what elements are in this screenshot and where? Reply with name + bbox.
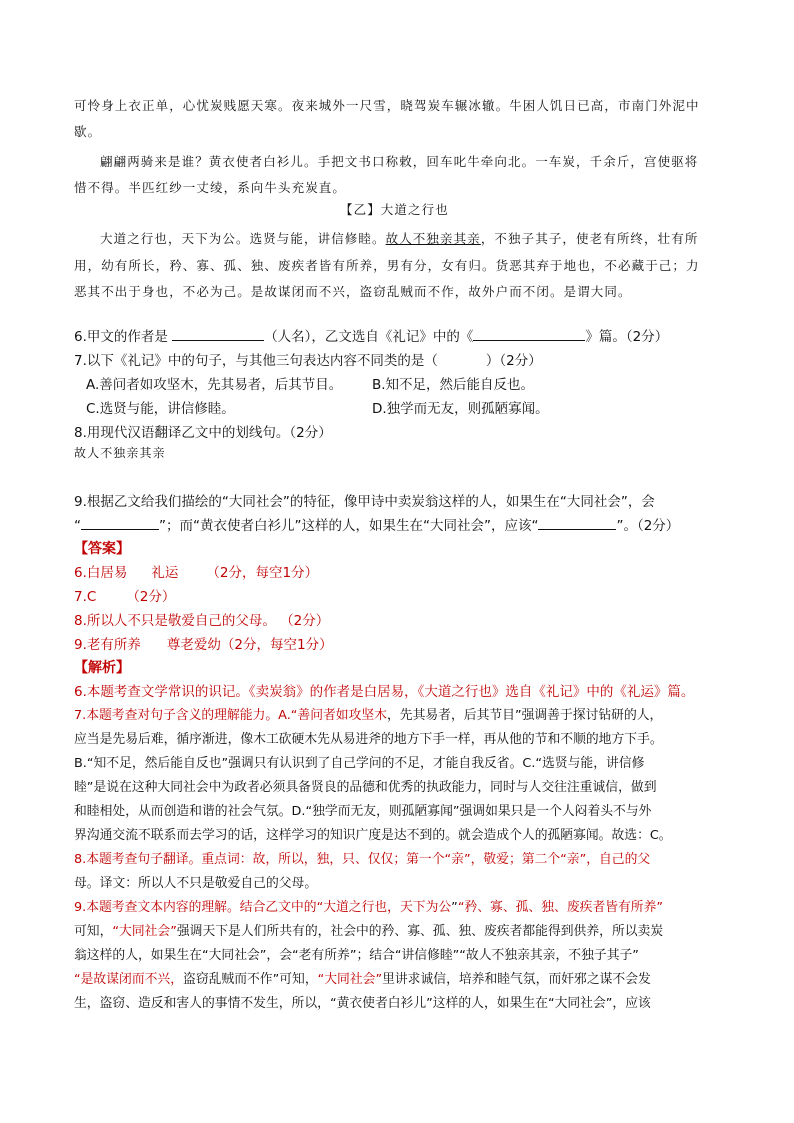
question-8: 8.用现代汉语翻译乙文中的划线句。（2分）	[74, 425, 332, 441]
q8-sentence: 故人不独亲其亲	[74, 446, 166, 460]
analysis-quote: “善问者如攻坚木	[290, 708, 387, 723]
q7-text: 7.以下《礼记》中的句子，与其他三句表达内容不同类的是（	[74, 353, 438, 369]
q6-text: 》篇。（2分）	[585, 329, 669, 345]
poem-line: 惜不得。半匹红纱一丈绫，系向牛头充炭直。	[74, 180, 347, 195]
answer-text: （2分，每空1分）	[206, 565, 319, 581]
analysis-quote: “大道之行也，天下为公	[316, 900, 452, 915]
analysis-text: 7.本题考查对句子含义的理解能力。A.	[74, 708, 291, 723]
option-a: A.善问者如攻坚木，先其易者，后其节目。	[86, 377, 343, 393]
answer-blank	[172, 328, 264, 341]
analysis-text: 里讲求诚信，培养和睦气氛，而奸邪之谋不会发	[382, 972, 651, 987]
answer-text: （2分）	[126, 589, 176, 605]
q9-text: “	[74, 518, 81, 534]
answer-text: 7.C	[74, 589, 97, 605]
answer-text: 6.白居易	[74, 565, 128, 581]
answer-8: 8.所以人不只是敬爱自己的父母。 （2分）	[74, 613, 330, 629]
answer-heading: 【答案】	[74, 541, 130, 557]
q7-text: ）（2分）	[485, 353, 542, 369]
q6-text: （人名），乙文选自《礼记》中的《	[264, 329, 474, 345]
underlined-sentence: 故人不独亲其亲	[385, 231, 481, 246]
analysis-quote: “矜、寡、孤、独、废疾者皆有所养”	[457, 900, 664, 915]
analysis-7-line: B.“知不足，然后能自反也”强调只有认识到了自己学问的不足，才能自我反省。C.“选贤与能，讲信修	[74, 756, 645, 771]
analysis-9-line: 生，盗窃、造反和害人的事情不发生，所以，“黄衣使者白衫儿”这样的人，如果生在“大同社会”，应该	[74, 996, 651, 1011]
analysis-7-line: 界沟通交流不联系而去学习的话，这样学习的知识广度是达不到的。就会造成个人的孤陋寡闻。故选：C。	[74, 828, 672, 843]
question-6	[74, 325, 668, 345]
analysis-9-line	[74, 920, 663, 939]
analysis-text: 8.本题考查句子翻译。重点词：故，所以，独，只、仅仅；第一个“亲”，敬爱；第二个“亲”，自己的父	[74, 852, 651, 867]
answer-blank	[81, 517, 159, 530]
analysis-quote: “是故谋闭而不兴，	[74, 972, 184, 987]
answer-7	[74, 585, 175, 605]
analysis-text: 强调天下是人们所共有的，社会中的矜、寡、孤、独、废疾者都能得到供养，所以卖炭	[176, 924, 664, 939]
analysis-7-line: 睦”是说在这种大同社会中为政者必须具备贤良的品德和优秀的执政能力，同时与人交往注重诚信，做到	[74, 780, 657, 795]
question-7	[74, 349, 542, 369]
answer-blank	[538, 517, 616, 530]
poem-line: 翩翩两骑来是谁？黄衣使者白衫儿。手把文书口称敕，回车叱牛牵向北。一车炭，千余斤，宫使驱将	[100, 154, 699, 169]
analysis-9-line	[74, 968, 651, 987]
yi-line: 用，幼有所长，矜、寡、孤、独、废疾者皆有所养，男有分，女有归。货恶其弃于地也，不必藏于己；力	[74, 258, 700, 273]
analysis-quote: “大同社会”	[317, 972, 383, 987]
analysis-7-line: 应当是先易后难，循序渐进，像木工砍硬木先从易进斧的地方下手一样，再从他的节和不顺的地方下手。	[74, 732, 663, 747]
analysis-9-line: 翁这样的人，如果生在“大同社会”，会“老有所养”；结合“讲信修睦”“故人不独亲其亲，不独子其子”	[74, 948, 639, 963]
q9-text: ”；而“黄衣使者白衫儿”这样的人，如果生在“大同社会”，应该“	[159, 518, 539, 534]
yi-line	[100, 229, 698, 247]
yi-line: 恶其不出于身也，不必为己。是故谋闭而不兴，盗窃乱贼而不作，故外户而不闭。是谓大同。	[74, 284, 632, 299]
question-9: 9.根据乙文给我们描绘的“大同社会”的特征，像甲诗中卖炭翁这样的人，如果生在“大同社会”，会	[74, 494, 655, 510]
option-c: C.选贤与能，讲信修睦。	[86, 401, 235, 417]
yi-line-text: ，不独子其子，使老有所终，壮有所	[480, 231, 699, 246]
analysis-text: ”	[451, 900, 458, 915]
analysis-heading: 【解析】	[74, 660, 130, 676]
q6-text: 6.甲文的作者是	[74, 329, 168, 345]
q9-text: ”。（2分）	[616, 518, 680, 534]
analysis-text: ，先其易者，后其节目”强调善于探讨钻研的人，	[386, 708, 663, 723]
analysis-text: 9.本题考查文本内容的理解。结合乙文中的	[74, 900, 317, 915]
answer-text: 9.老有所养	[74, 637, 141, 653]
yi-title: 【乙】大道之行也	[340, 202, 449, 217]
poem-line: 可怜身上衣正单，心忧炭贱愿天寒。夜来城外一尺雪，晓驾炭车辗冰辙。牛困人饥日已高，市南门外泥中	[74, 98, 700, 113]
answer-blank	[473, 328, 585, 341]
question-9-cont	[74, 514, 679, 534]
answer-9	[74, 633, 333, 653]
yi-line-text: 大道之行也，天下为公。选贤与能，讲信修睦。	[100, 231, 386, 246]
answer-text: 尊老爱幼（2分，每空1分）	[166, 637, 333, 653]
option-b: B.知不足，然后能自反也。	[372, 377, 535, 393]
option-d: D.独学而无友，则孤陋寡闻。	[372, 401, 549, 417]
analysis-9-line	[74, 896, 663, 915]
analysis-7-line: 和睦相处，从而创造和谐的社会气氛。D.“独学而无友，则孤陋寡闻”强调如果只是一个人闷着头不与外	[74, 804, 652, 819]
answer-6	[74, 561, 318, 581]
analysis-7-line	[74, 704, 662, 723]
analysis-8-line	[74, 848, 650, 867]
analysis-quote: “大同社会”	[112, 924, 177, 939]
poem-line: 歇。	[74, 124, 102, 139]
analysis-8-line: 母。译文：所以人不只是敬爱自己的父母。	[74, 876, 318, 891]
analysis-text: 盗窃乱贼而不作”可知，	[183, 972, 318, 987]
analysis-6: 6.本题考查文学常识的识记。《卖炭翁》的作者是白居易，《大道之行也》选自《礼记》中的《礼运》篇。	[74, 684, 695, 700]
answer-text: 礼运	[151, 565, 179, 581]
analysis-text: 可知，	[74, 924, 113, 939]
